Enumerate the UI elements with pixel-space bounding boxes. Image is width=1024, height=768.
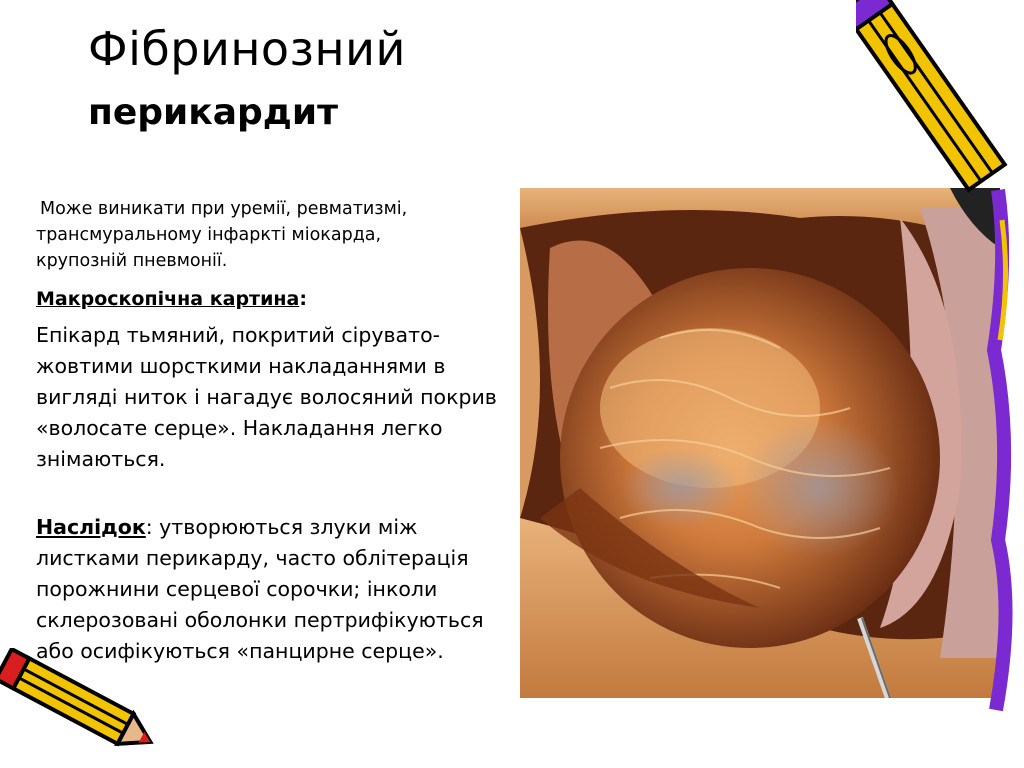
pencil-top-right-icon bbox=[856, 0, 1024, 200]
macro-description: Епікард тьмяний, покритий сірувато-жовтими шорсткими накладаннями в вигляді ниток і нагадує волосяний покрив «волосате серце». Накладання легко знімаються. bbox=[36, 323, 497, 471]
heart-photo-image bbox=[520, 188, 1000, 698]
slide-title-line2: перикардит bbox=[88, 92, 338, 133]
intro-line-2: трансмуральному інфаркті міокарда, bbox=[36, 225, 382, 245]
outcome-heading: Наслідок bbox=[36, 515, 146, 539]
intro-line-3: крупозній пневмонії. bbox=[36, 251, 228, 271]
macro-heading-label: Макроскопічна картина bbox=[36, 288, 300, 310]
outcome-paragraph bbox=[36, 512, 516, 667]
intro-text bbox=[36, 196, 506, 274]
heart-photo bbox=[520, 188, 1000, 698]
intro-line-1: Може виникати при уремії, ревматизмі, bbox=[40, 199, 408, 219]
pencil-bottom-left-icon bbox=[0, 648, 160, 768]
macro-heading-colon: : bbox=[299, 288, 307, 310]
outcome-text: : утворюються злуки між листками перикарду, часто облітерація порожнини серцевої сорочки; інколи склерозовані оболонки пертрифікуються або осифікуються «панцирне серце». bbox=[36, 515, 484, 663]
pencil-right-side-icon bbox=[968, 180, 1024, 720]
slide-title-line1: Фібринозний bbox=[88, 22, 406, 76]
macro-heading bbox=[36, 288, 307, 310]
